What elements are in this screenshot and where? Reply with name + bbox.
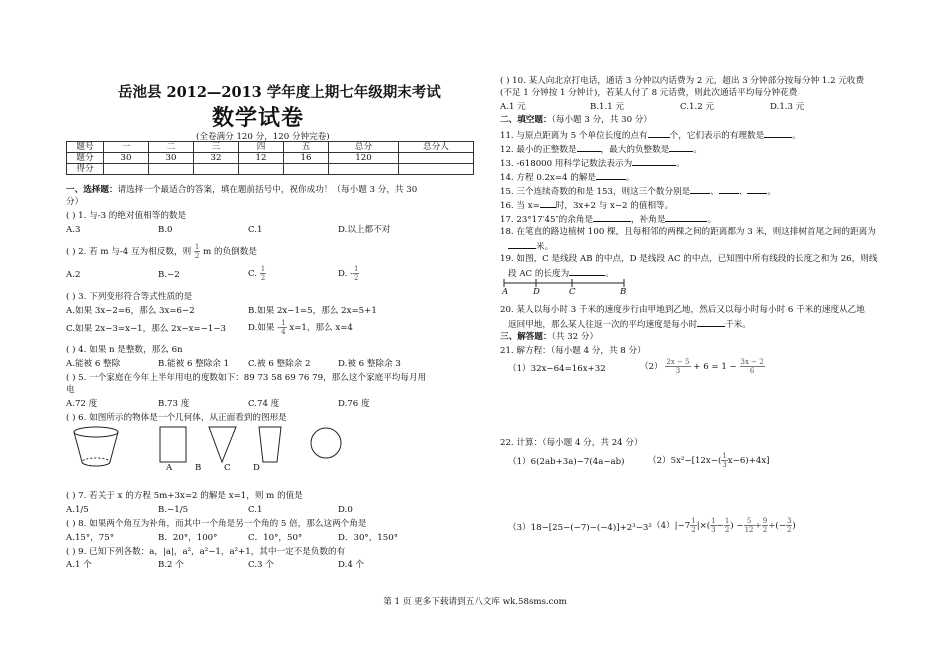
q19-label-a: A [502,287,509,297]
score-cell: 五 [284,142,329,153]
q22-stem: 22. 计算：（每小题 4 分，共 24 分） [500,438,643,448]
q1-option-a: A.3 [66,225,81,235]
section-label: 二、填空题： [500,115,552,125]
q22-part4 [652,517,796,534]
q19-segment-diagram [500,277,635,289]
q11-text: 。 [792,131,801,141]
q18: 18. 在笔直的路边植树 100 棵，且每相邻的两棵之间的距离都为 3 米，则这排树首尾之间的距离为 [500,227,876,237]
q14-text: 。 [626,173,635,183]
q10-stem-cont: (不足 1 分钟按 1 分钟计)，若某人付了 8 元话费，则此次通话平均每分钟花费 [500,88,798,98]
expr-text: ) [792,521,796,531]
q6-label-b: B [195,463,202,473]
fraction-den: 2 [786,526,792,534]
score-cell: 12 [239,153,284,164]
score-cell: 总分 [329,142,399,153]
fraction-den: 4 [281,328,286,336]
q4-option-c: C.被 6 整除余 2 [248,359,311,369]
q1-option-b: B.0 [158,225,173,235]
q10-option-c: C.1.2 元 [680,102,714,112]
score-input-cell[interactable] [399,164,474,175]
q13-text: 13. -618000 用科学记数法表示为 [500,159,633,169]
q2-stem-b: m 的负倒数是 [203,247,257,257]
q6-label-d: D [253,463,260,473]
q16 [500,199,673,212]
fraction [194,243,200,260]
fraction-den: 2 [691,526,696,534]
q17-text: 。 [707,215,717,225]
answer-blank[interactable] [764,129,792,138]
q16-text: 时，3x+2 与 x−2 的值相等。 [555,201,674,211]
q8-option-d: D．30°，150° [338,533,399,543]
q6-figures [66,424,356,474]
fraction-num: 2x − 5 [666,358,690,366]
answer-blank[interactable] [632,157,676,166]
fraction [260,265,266,282]
q2-stem [66,243,257,260]
expr-text: ÷ [754,521,762,531]
q21-part1: （1）32x−64=16x+32 [508,364,606,374]
triangle-view-icon [209,427,236,462]
q12 [500,143,702,156]
q19: 19. 如图，C 是线段 AB 的中点，D 是线段 AC 的中点，已知图中所有线段的长度之和为 26，则线 [500,254,878,264]
score-cell: 32 [194,153,239,164]
section-intro: 请选择一个最适合的答案，填在题前括号中，祝你成功！（每小题 3 分，共 30 [117,185,418,195]
rectangle-view-icon [160,427,186,462]
score-cell: 二 [149,142,194,153]
score-cell: 题分 [67,153,104,164]
section-intro-cont: 分） [66,197,84,207]
expr-text: ) − [730,521,744,531]
q17-text: 17. 23°17′45″的余角是 [500,215,594,225]
q13 [500,157,685,170]
option-letter: C. [248,269,258,279]
q2-option-a: A.2 [66,270,81,280]
fraction-num: 1 [691,517,696,525]
equation-text: + 6 = 1 − [693,362,737,372]
fraction-den: 2 [762,526,768,534]
answer-blank[interactable] [690,185,710,194]
q15-text: 。 [767,187,777,197]
q2-option-c [248,265,266,282]
q2-option-d [338,265,359,282]
fraction-den: 2 [353,274,359,282]
score-row-earned [67,164,474,175]
option-text: x=1，那么 x=4 [289,323,353,333]
section-solve-heading [500,332,598,343]
q12-text: 12. 最小的正整数是 [500,145,577,155]
fraction-num: 3x − 2 [740,358,764,366]
fraction-den: 6 [749,367,755,375]
q4-option-b: B.能被 6 整除余 1 [158,359,230,369]
part-label: （2） [640,362,663,372]
answer-blank[interactable] [719,185,739,194]
expr-text: |×( [696,521,711,531]
q11-text: 11. 与原点距离为 5 个单位长度的点有 [500,131,648,141]
q4-stem: ( ) 4. 如果 n 是整数，那么 6n [66,345,183,355]
answer-blank[interactable] [508,240,536,249]
q5-option-b: B.73 度 [158,399,190,409]
score-input-cell[interactable] [239,164,284,175]
q17-text: ，补角是 [631,215,666,225]
q8-option-a: A.15°，75° [66,533,114,543]
q19-label-b: B [620,287,627,297]
q3-stem: ( ) 3. 下列变形符合等式性质的是 [66,292,193,302]
q7-option-c: C.1 [248,505,263,515]
q3-option-b: B.如果 2x−1=5，那么 2x=5+1 [248,306,377,316]
fraction-den: 3 [722,461,727,469]
q12-text: ，最大的负整数是 [600,145,670,155]
answer-blank[interactable] [648,129,670,138]
section-label: 三、解答题： [500,332,552,342]
fraction-den: 3 [675,367,681,375]
score-cell: 30 [104,153,149,164]
score-cell: 16 [284,153,329,164]
q11 [500,129,801,142]
q1-stem: ( ) 1. 与-3 的绝对值相等的数是 [66,211,187,221]
section-intro: （共 32 分） [551,332,599,342]
q1-option-d: D.以上都不对 [338,225,391,235]
answer-blank[interactable] [697,318,725,327]
expr-text: （4）|−7 [652,521,691,531]
q20: 20. 某人以每小时 3 千米的速度步行由甲地到乙地，然后又以每小时每小时 6 千米的速度从乙地 [500,305,865,315]
q9-option-c: C.3 个 [248,560,274,570]
answer-blank[interactable] [665,213,707,222]
q5-stem-cont: 电 [66,385,75,395]
q3-option-c: C.如果 2x−3=x−1，那么 2x−x=−1−3 [66,324,227,334]
score-cell: 题号 [67,142,104,153]
q17 [500,213,716,226]
answer-blank[interactable] [669,143,693,152]
fraction-den: 3 [711,526,716,534]
fraction-den: 2 [194,252,200,260]
q3-option-a: A.如果 3x−2=6，那么 3x=6−2 [66,306,195,316]
q14-text: 14. 方程 0.2x=4 的解是 [500,173,597,183]
answer-blank[interactable] [577,143,601,152]
q6-label-c: C [224,463,231,473]
fraction-num: 1 [353,265,359,273]
q22-part3: （3）18−[25−(−7)−(−4)]+2³−3² [508,523,652,533]
score-cell [399,153,474,164]
answer-blank[interactable] [540,199,556,208]
q15-text: 、 [710,187,719,197]
q2-option-b: B.−2 [158,270,180,280]
answer-blank[interactable] [569,267,605,276]
score-row-points [67,153,474,164]
fraction-num: 1 [194,243,200,251]
q10-option-a: A.1 元 [500,102,526,112]
q19-text: 。 [605,269,614,279]
solid-figure-icon [74,427,118,466]
q15-text: 15. 三个连续奇数的和是 153，则这三个数分别是 [500,187,691,197]
score-table [66,141,474,175]
fraction-num: 1 [724,517,730,525]
fraction-num: 1 [260,265,266,273]
q19-label-d: D [533,287,540,297]
section-label: 一、选择题： [66,185,118,195]
option-letter: D. - [338,269,353,279]
q9-option-b: B.2 个 [158,560,184,570]
score-input-cell[interactable] [104,164,149,175]
score-input-cell[interactable] [329,164,399,175]
q19-text: 段 AC 的长度为 [508,269,570,279]
expr-text: （2）5x²−[12x−( [648,456,722,466]
fraction-num: 3 [786,517,792,525]
q18-cont [508,240,553,253]
q14 [500,171,635,184]
section-fill-heading [500,115,652,126]
answer-blank[interactable] [596,171,626,180]
fraction-den: 2 [260,274,266,282]
q5-option-a: A.72 度 [66,399,98,409]
q19-label-c: C [569,287,576,297]
answer-blank[interactable] [593,213,631,222]
q6-label-a: A [166,463,173,473]
score-input-cell[interactable] [149,164,194,175]
q5-option-d: D.76 度 [338,399,370,409]
q16-text: 16. 当 x= [500,201,540,211]
q18-text: 米。 [536,242,554,252]
fraction-num: 1 [711,517,716,525]
exam-note: (全卷满分 120 分，120 分钟完卷) [196,132,330,142]
q22-part2 [648,452,770,469]
fraction [280,319,286,336]
q5-option-c: C.74 度 [248,399,280,409]
expr-text: ÷(− [768,521,786,531]
q12-text: 。 [693,145,702,155]
score-cell: 总分人 [399,142,474,153]
score-input-cell[interactable] [194,164,239,175]
q7-option-a: A.1/5 [66,505,89,515]
q20-text: 返回甲地，那么某人往返一次的平均速度是每小时 [508,320,698,330]
q5-stem: ( ) 5. 一个家庭在今年上半年用电的度数如下：89 73 58 69 76 79，那么这个家庭平均每月用 [66,373,427,383]
q7-stem: ( ) 7. 若关于 x 的方程 5m+3x=2 的解是 x=1，则 m 的值是 [66,491,303,501]
score-row-header [67,142,474,153]
q8-stem: ( ) 8. 如果两个角互为补角，而其中一个角是另一个角的 5 倍，那么这两个角是 [66,519,367,529]
score-cell: 30 [149,153,194,164]
q8-option-b: B．20°，100° [158,533,218,543]
section-intro: （每小题 3 分，共 30 分） [551,115,652,125]
q7-option-d: D.0 [338,505,353,515]
q15-text: 、 [738,187,748,197]
answer-blank[interactable] [747,185,767,194]
q21-part2 [640,358,765,375]
q13-text: 。 [676,159,685,169]
q4-option-d: D.被 6 整除余 3 [338,359,401,369]
q3-option-d [248,319,353,336]
q1-option-c: C.1 [248,225,263,235]
fraction [353,265,359,282]
score-input-cell[interactable] [284,164,329,175]
expr-text: − [716,521,724,531]
q10-stem: ( ) 10. 某人向北京打电话，通话 3 分钟以内话费为 2 元，超出 3 分钟部分按每分钟 1.2 元收费 [500,76,865,86]
q9-stem: ( ) 9. 已知下列各数：a，|a|，a²，a²−1，a²+1，其中一定不是负数的有 [66,547,346,557]
page-footer: 第 1 页 更多下载请到五八文库 wk.58sms.com [383,597,567,607]
score-cell: 四 [239,142,284,153]
fraction-num: 9 [762,517,768,525]
score-cell: 120 [329,153,399,164]
score-cell: 一 [104,142,149,153]
q9-option-a: A.1 个 [66,560,92,570]
fraction-num: 1 [722,452,727,460]
fraction-den: 2 [724,526,730,534]
q7-option-b: B.−1/5 [158,505,189,515]
fraction [665,358,690,375]
exam-title: 岳池县 2012—2013 学年度上期七年级期末考试 [118,84,441,101]
section-choice-heading [66,185,417,196]
fraction [744,517,755,534]
circle-view-icon [311,428,341,458]
q11-text: 个，它们表示的有理数是 [669,131,765,141]
fraction-num: 5 [744,517,755,526]
exam-subject: 数学试卷 [212,106,305,131]
q2-stem-a: ( ) 2. 若 m 与-4 互为相反数，则 [66,247,192,257]
fraction-den: 12 [744,526,754,534]
option-text: D.如果 - [248,323,281,333]
score-cell: 三 [194,142,239,153]
q9-option-d: D.4 个 [338,560,365,570]
score-cell: 得分 [67,164,104,175]
q20-cont [508,318,751,331]
q22-part1: （1）6(2ab+3a)−7(4a−ab) [508,457,625,467]
q21-stem: 21. 解方程：（每小题 4 分，共 8 分） [500,346,646,356]
q6-stem: ( ) 6. 如图所示的物体是一个几何体，从正面看到的图形是 [66,413,287,423]
q10-option-b: B.1.1 元 [590,102,625,112]
trapezoid-view-icon [259,427,281,462]
q20-text: 千米。 [725,320,751,330]
expr-text: x−6)+4x] [727,456,770,466]
fraction-num: 1 [281,319,286,327]
q15 [500,185,776,198]
fraction [740,358,765,375]
q8-option-c: C．10°，50° [248,533,303,543]
q10-option-d: D.1.3 元 [770,102,805,112]
q4-option-a: A.能被 6 整除 [66,359,121,369]
